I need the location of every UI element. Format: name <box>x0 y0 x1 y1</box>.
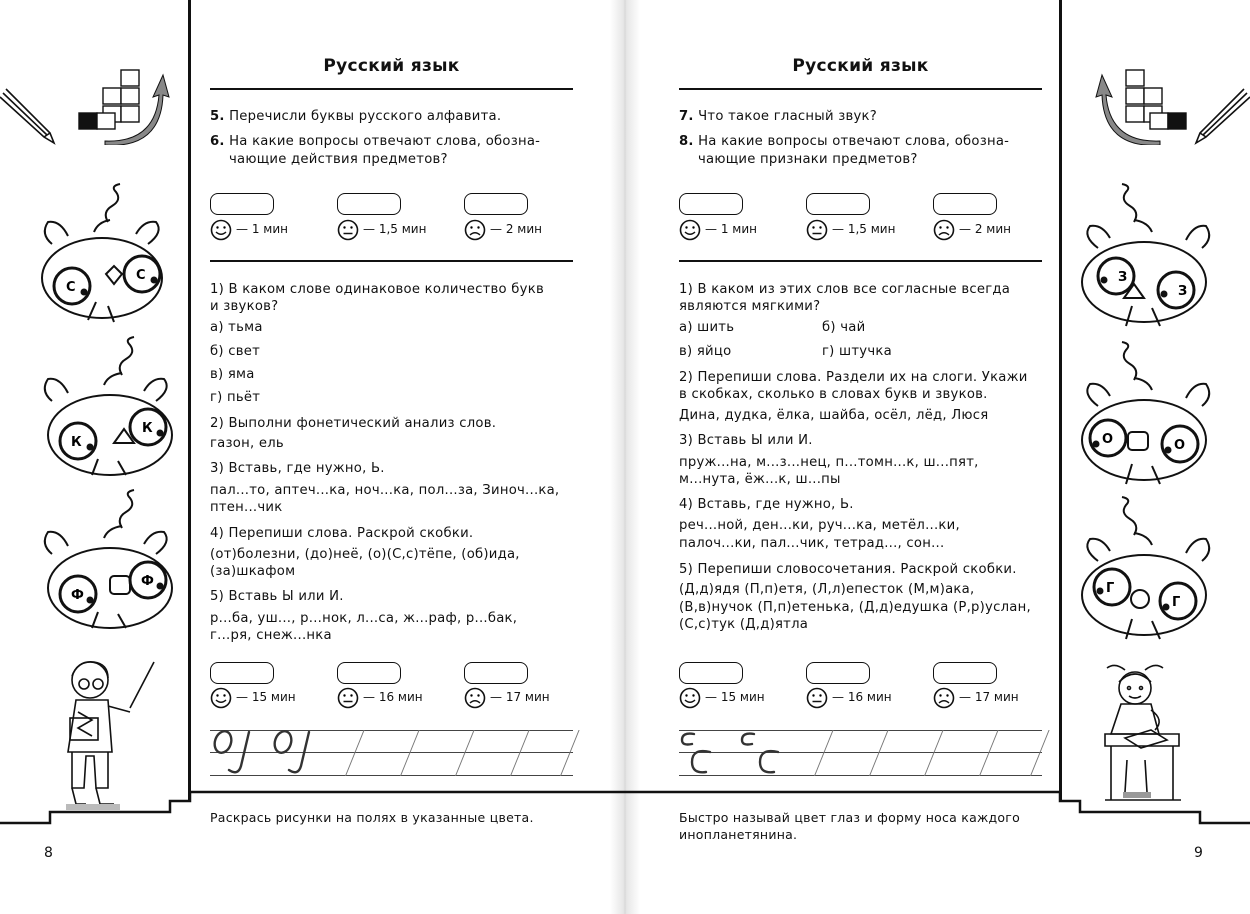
sad-face-icon <box>933 687 955 709</box>
right-task2-line1: 2) Перепиши слова. Раздели их на слоги. Укажи <box>679 370 1028 385</box>
right-slant-line <box>924 730 944 776</box>
right-timer-box-1[interactable] <box>679 193 743 215</box>
alien-illustration <box>1072 495 1217 645</box>
right-q8-number: 8. <box>679 134 694 149</box>
right-timer-box-3[interactable] <box>933 193 997 215</box>
right-title-rule <box>679 88 1042 90</box>
right-task2-line2: в скобках, сколько в словах букв и звуков. <box>679 387 988 402</box>
right-timer-box-4[interactable] <box>679 662 743 684</box>
left-margin-divider <box>188 0 191 800</box>
spine-shadow <box>610 0 640 914</box>
left-option-a: а) тьма <box>210 320 263 335</box>
cursive-letter-sample-icon <box>674 722 804 778</box>
right-q7 <box>679 108 877 126</box>
left-timer-label-6: — 17 мин <box>490 690 550 704</box>
sad-face-icon <box>933 219 955 241</box>
right-q8 <box>679 133 1009 151</box>
left-timer-box-2[interactable] <box>337 193 401 215</box>
right-task5-line1: (Д,д)ядя (П,п)етя, (Л,л)епесток (М,м)ака, <box>679 582 975 597</box>
boy-with-pointer-illustration <box>58 656 163 816</box>
right-task4: 4) Вставь, где нужно, Ь. <box>679 497 854 512</box>
left-task4: 4) Перепиши слова. Раскрой скобки. <box>210 526 474 541</box>
right-page-title: Русский язык <box>792 56 929 76</box>
left-slant-line <box>400 730 420 776</box>
alien-eye-letter: К <box>142 421 153 436</box>
happy-face-icon <box>679 219 701 241</box>
left-timer-box-6[interactable] <box>464 662 528 684</box>
sad-face-icon <box>464 687 486 709</box>
right-timer-label-1: — 1 мин <box>705 222 757 236</box>
alien-illustration <box>38 335 183 480</box>
right-task3-line2: м...нута, ёж...к, ш...пы <box>679 472 841 487</box>
left-task1-line2: и звуков? <box>210 299 279 314</box>
right-q8-text: На какие вопросы отвечают слова, обозна- <box>698 134 1010 149</box>
left-task4-line1: (от)болезни, (до)неё, (о)(С,с)тёпе, (об)ида, <box>210 547 520 562</box>
left-q6-line2: чающие действия предметов? <box>229 152 448 167</box>
right-task4-line2: палоч...ки, пал...чик, тетрад..., сон... <box>679 536 945 551</box>
neutral-face-icon <box>806 219 828 241</box>
right-task5-line3: (С,с)тук (Д,д)ятла <box>679 617 809 632</box>
alien-eye-letter: З <box>1118 270 1128 285</box>
right-task5: 5) Перепиши словосочетания. Раскрой скобки. <box>679 562 1017 577</box>
left-slant-line <box>510 730 530 776</box>
right-task1-line1: 1) В каком из этих слов все согласные всегда <box>679 282 1011 297</box>
alien-illustration <box>38 488 183 633</box>
right-footer-line1: Быстро называй цвет глаз и форму носа каждого <box>679 810 1021 825</box>
right-option-a: а) шить <box>679 320 735 335</box>
left-task3: 3) Вставь, где нужно, Ь. <box>210 461 385 476</box>
left-timer-label-3: — 2 мин <box>490 222 542 236</box>
right-timer-label-5: — 16 мин <box>832 690 892 704</box>
right-slant-line <box>869 730 889 776</box>
puzzle-grid-icon <box>1090 65 1190 145</box>
alien-eye-letter: З <box>1178 284 1188 299</box>
left-section-rule <box>210 260 573 262</box>
sad-face-icon <box>464 219 486 241</box>
left-slant-line <box>560 730 580 776</box>
left-timer-box-1[interactable] <box>210 193 274 215</box>
left-task1-line1: 1) В каком слове одинаковое количество букв <box>210 282 544 297</box>
pencil-icon <box>0 85 60 147</box>
right-timer-box-2[interactable] <box>806 193 870 215</box>
left-option-g: г) пьёт <box>210 390 261 405</box>
alien-eye-letter: Ф <box>141 574 154 589</box>
right-task1-line2: являются мягкими? <box>679 299 821 314</box>
left-task4-line2: (за)шкафом <box>210 564 296 579</box>
left-footer: Раскрась рисунки на полях в указанные цвета. <box>210 810 534 825</box>
alien-eye-letter: К <box>71 435 82 450</box>
right-q8-line2: чающие признаки предметов? <box>698 152 918 167</box>
right-slant-line <box>814 730 834 776</box>
right-q7-number: 7. <box>679 109 694 124</box>
right-footer-line2: инопланетянина. <box>679 827 798 842</box>
left-task3-line2: птен...чик <box>210 500 283 515</box>
alien-illustration <box>1072 182 1217 332</box>
alien-illustration <box>1072 340 1217 490</box>
right-timer-box-6[interactable] <box>933 662 997 684</box>
alien-eye-letter: О <box>1102 432 1114 447</box>
alien-eye-letter: Г <box>1106 581 1115 596</box>
neutral-face-icon <box>337 687 359 709</box>
left-q6 <box>210 133 540 151</box>
right-task3: 3) Вставь Ы или И. <box>679 433 813 448</box>
right-timer-label-3: — 2 мин <box>959 222 1011 236</box>
right-task2-words: Дина, дудка, ёлка, шайба, осёл, лёд, Люся <box>679 408 989 423</box>
right-timer-label-2: — 1,5 мин <box>832 222 896 236</box>
left-timer-box-3[interactable] <box>464 193 528 215</box>
right-margin-divider <box>1059 0 1062 800</box>
right-option-v: в) яйцо <box>679 344 732 359</box>
left-task3-line1: пал...то, аптеч...ка, ноч...ка, пол...за, Зиноч...ка, <box>210 483 560 498</box>
happy-face-icon <box>210 687 232 709</box>
happy-face-icon <box>679 687 701 709</box>
alien-eye-letter: Г <box>1172 595 1181 610</box>
alien-eye-letter: С <box>66 280 76 295</box>
right-section-rule <box>679 260 1042 262</box>
alien-illustration <box>38 182 173 327</box>
left-page-title: Русский язык <box>323 56 460 76</box>
left-timer-label-5: — 16 мин <box>363 690 423 704</box>
right-slant-line <box>979 730 999 776</box>
alien-eye-letter: С <box>136 268 146 283</box>
left-task2: 2) Выполни фонетический анализ слов. <box>210 416 497 431</box>
girl-at-desk-illustration <box>1095 660 1185 815</box>
left-timer-box-4[interactable] <box>210 662 274 684</box>
right-task3-line1: пруж...на, м...з...нец, п...томн...к, ш...пят, <box>679 455 979 470</box>
right-q7-text: Что такое гласный звук? <box>698 109 878 124</box>
left-q5-number: 5. <box>210 109 225 124</box>
puzzle-grid-icon <box>75 65 175 145</box>
left-option-b: б) свет <box>210 344 261 359</box>
left-q6-number: 6. <box>210 134 225 149</box>
right-option-b: б) чай <box>822 320 866 335</box>
left-task5-line2: г...ря, снеж...нка <box>210 628 332 643</box>
left-slant-line <box>345 730 365 776</box>
right-timer-box-5[interactable] <box>806 662 870 684</box>
left-slant-line <box>455 730 475 776</box>
left-task5-line1: р...ба, уш..., р...нок, л...са, ж...раф, р...бак, <box>210 611 518 626</box>
cursive-letter-sample-icon <box>205 722 335 778</box>
left-timer-label-1: — 1 мин <box>236 222 288 236</box>
right-slant-line <box>1030 730 1050 776</box>
left-page-number: 8 <box>44 845 53 861</box>
left-task5: 5) Вставь Ы или И. <box>210 589 344 604</box>
right-option-g: г) штучка <box>822 344 892 359</box>
left-q5-text: Перечисли буквы русского алфавита. <box>229 109 502 124</box>
happy-face-icon <box>210 219 232 241</box>
right-page-number: 9 <box>1194 845 1203 861</box>
right-task5-line2: (В,в)нучок (П,п)етенька, (Д,д)едушка (Р,р)услан, <box>679 600 1031 615</box>
alien-eye-letter: О <box>1174 438 1186 453</box>
left-title-rule <box>210 88 573 90</box>
right-timer-label-4: — 15 мин <box>705 690 765 704</box>
alien-eye-letter: Ф <box>71 588 84 603</box>
neutral-face-icon <box>337 219 359 241</box>
right-task4-line1: реч...ной, ден...ки, руч...ка, метёл...ки, <box>679 518 960 533</box>
left-timer-label-4: — 15 мин <box>236 690 296 704</box>
left-q6-text: На какие вопросы отвечают слова, обозна- <box>229 134 541 149</box>
left-option-v: в) яма <box>210 367 255 382</box>
left-task2-words: газон, ель <box>210 436 284 451</box>
left-q5 <box>210 108 501 126</box>
left-timer-box-5[interactable] <box>337 662 401 684</box>
neutral-face-icon <box>806 687 828 709</box>
left-timer-label-2: — 1,5 мин <box>363 222 427 236</box>
right-timer-label-6: — 17 мин <box>959 690 1019 704</box>
pencil-icon <box>1190 85 1250 147</box>
